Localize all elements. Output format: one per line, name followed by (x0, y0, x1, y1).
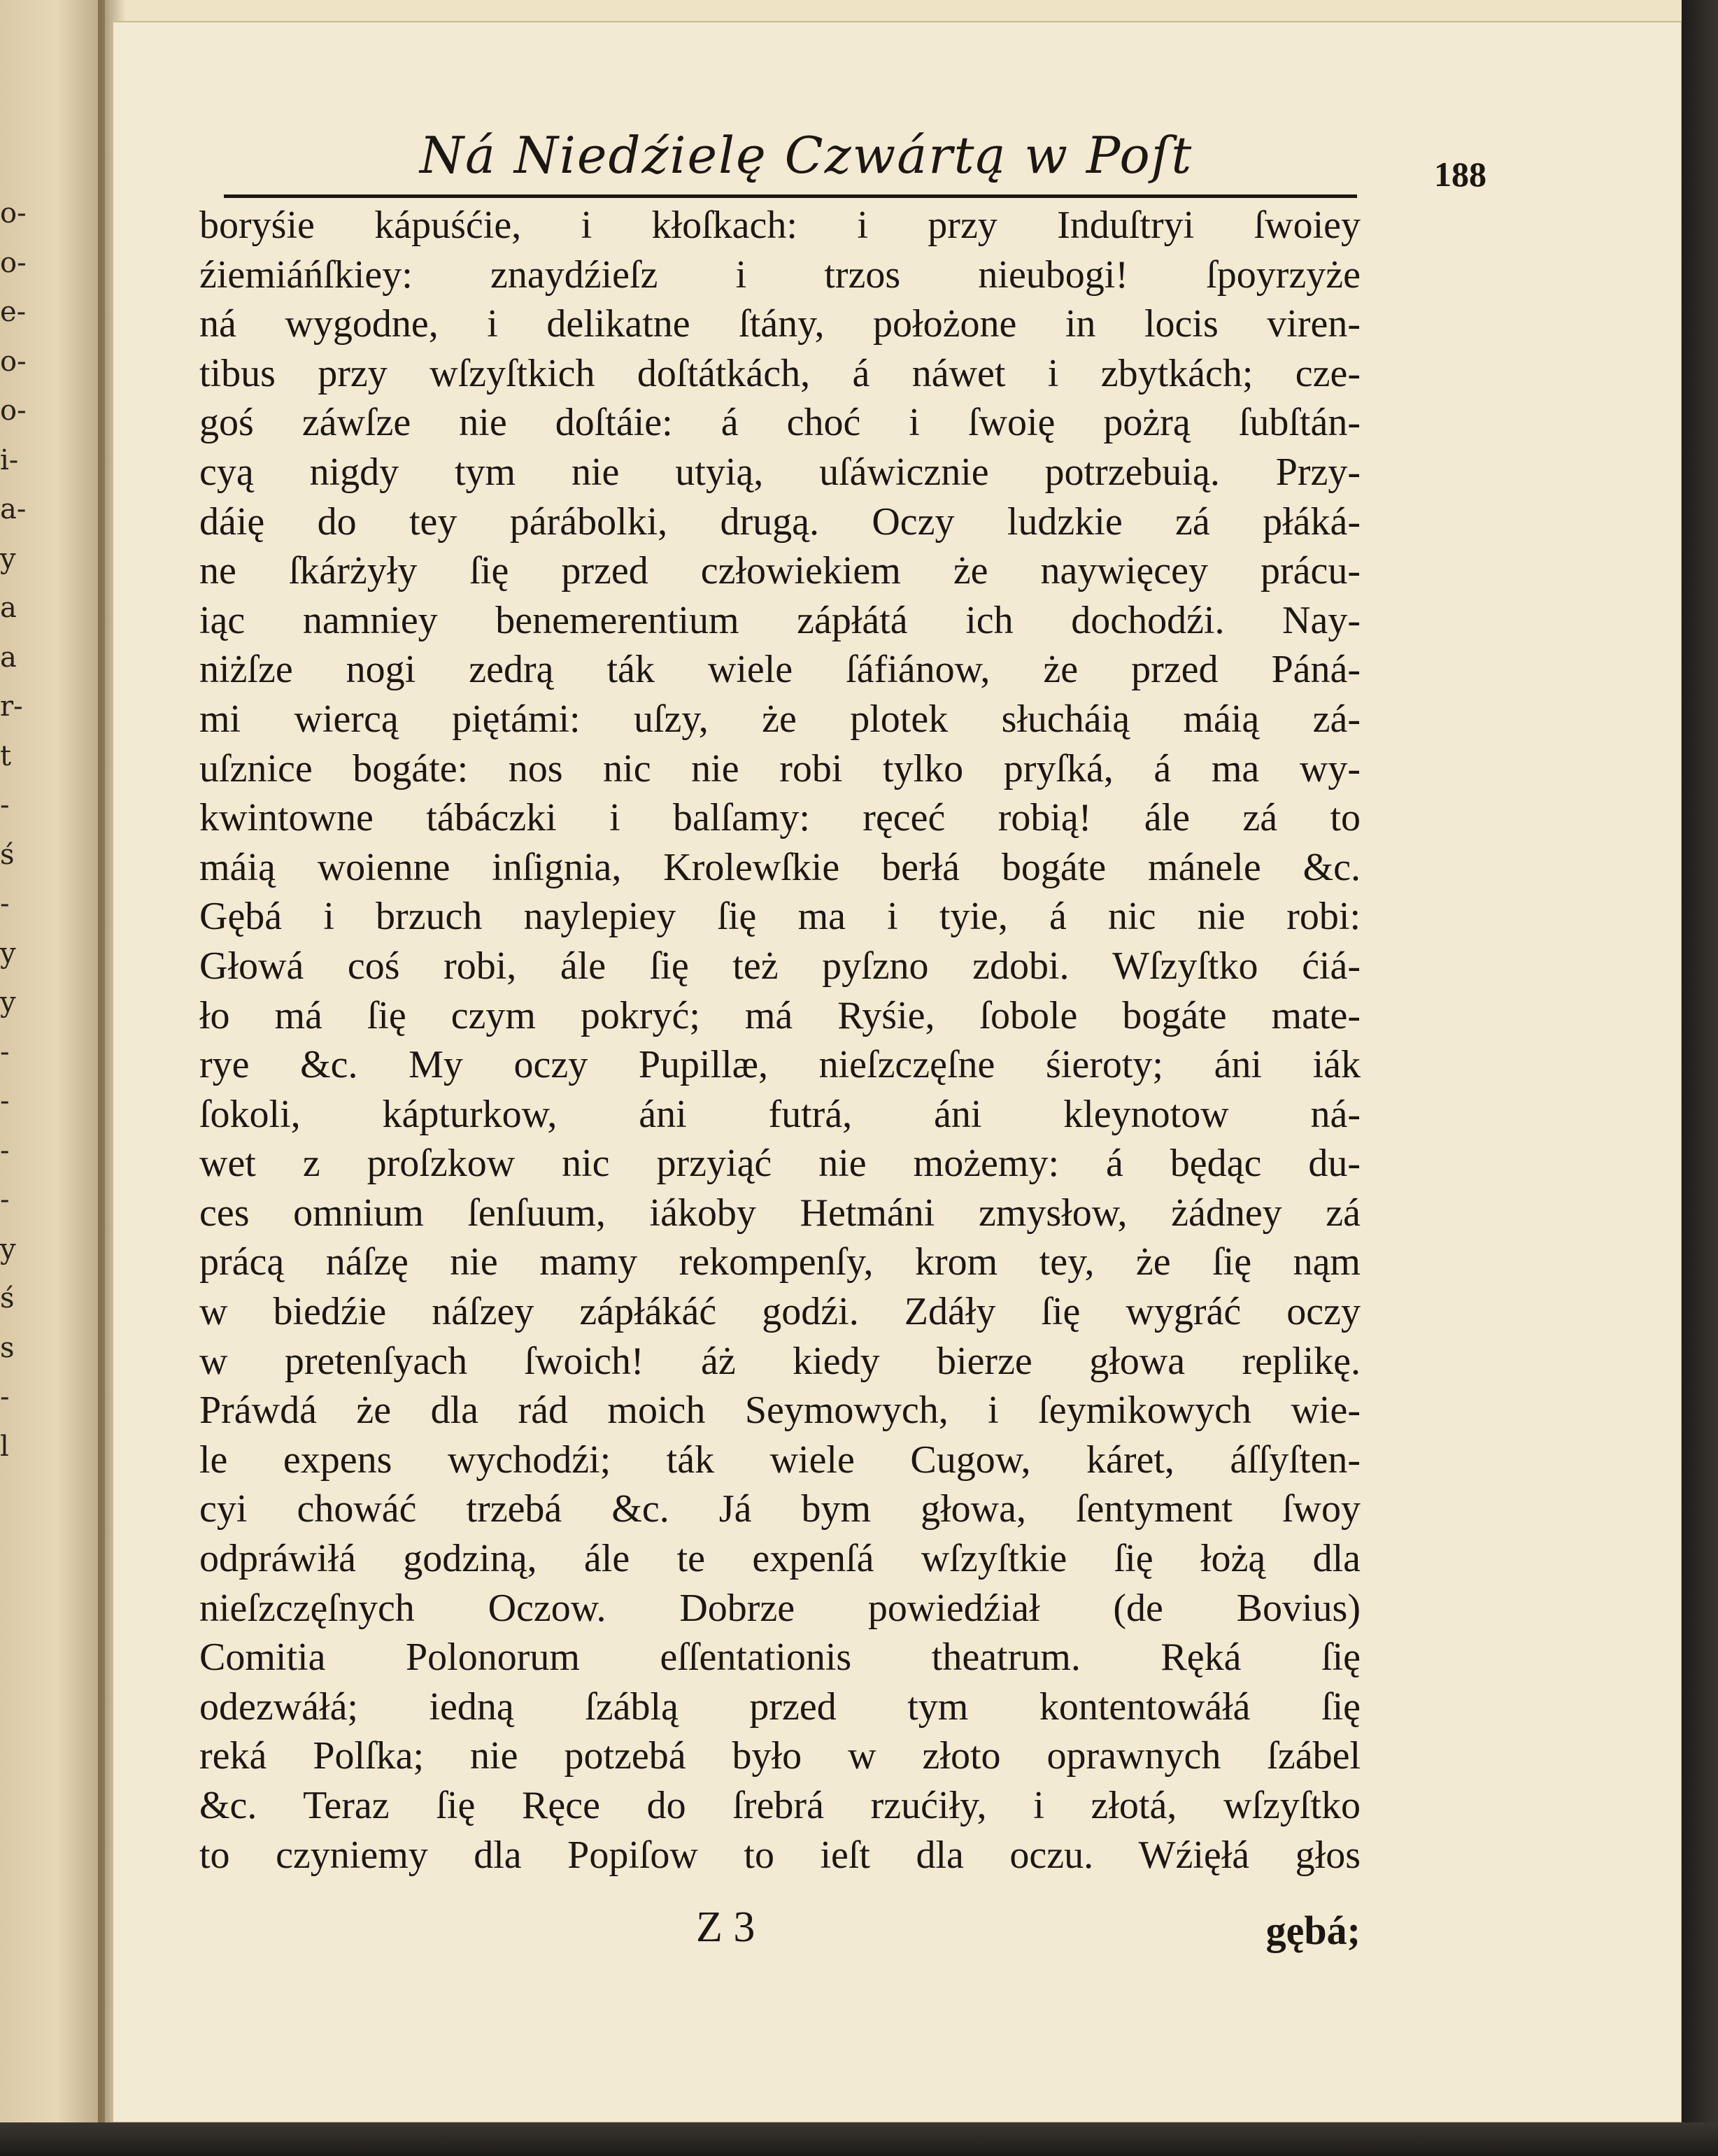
page-header (210, 126, 1539, 203)
margin-fragment: e- (0, 296, 27, 328)
text-line: nieſzczęſnych Oczow. Dobrze powiedźiał (de Bovius) (199, 1586, 1361, 1630)
catchword: gębá; (1265, 1908, 1361, 1953)
margin-fragment: - (0, 789, 10, 821)
signature-mark: Z 3 (696, 1903, 755, 1951)
text-line: Głowá coś robi, ále ſię też pyſzno zdobi. Wſzyſtko ćiá- (199, 944, 1361, 988)
text-line: w biedźie náſzey zápłákáć godźi. Zdáły ſię wygráć oczy (199, 1290, 1361, 1334)
margin-fragment: o- (0, 345, 27, 378)
margin-fragment: - (0, 1184, 10, 1216)
text-line: rye &c. My oczy Pupillæ, nieſzczęſne śieroty; áni iák (199, 1043, 1361, 1087)
margin-fragment: y (0, 986, 16, 1019)
margin-fragment: - (0, 1381, 10, 1413)
margin-fragment: r- (0, 690, 23, 723)
margin-fragment: o- (0, 197, 27, 229)
text-line: &c. Teraz ſię Ręce do ſrebrá rzućiły, i złotá, wſzyſtko (199, 1784, 1361, 1827)
text-line: prácą náſzę nie mamy rekompenſy, krom tey, że ſię nąm (199, 1240, 1361, 1284)
text-line: wet z proſzkow nic przyiąć nie możemy: á będąc du- (199, 1142, 1361, 1186)
text-line: kwintowne tábáczki i balſamy: ręceć robią! ále zá to (199, 796, 1361, 840)
previous-page-fragments (0, 189, 42, 1471)
margin-fragment: l (0, 1430, 9, 1463)
margin-fragment: o- (0, 246, 27, 279)
text-line: ne ſkárżyły ſię przed człowiekiem że naywięcey prácu- (199, 549, 1361, 593)
text-line: tibus przy wſzyſtkich doſtátkách, á náwet i zbytkách; cze- (199, 351, 1361, 395)
text-line: Comitia Polonorum eſſentationis theatrum. Ręká ſię (199, 1636, 1361, 1680)
margin-fragment: o- (0, 395, 27, 427)
page-number: 188 (1434, 155, 1486, 194)
margin-fragment: a- (0, 493, 27, 525)
text-line: w pretenſyach ſwoich! áż kiedy bierze głowa replikę. (199, 1339, 1361, 1383)
margin-fragment: ś (0, 838, 15, 871)
text-line: cyi chowáć trzebá &c. Já bym głowa, ſentyment ſwoy (199, 1487, 1361, 1531)
margin-fragment: - (0, 1134, 10, 1167)
running-title: Ná Niedźielę Czwártą w Poſt (420, 126, 1193, 185)
scan-background-right (1682, 0, 1718, 2156)
text-line: Práwdá że dla rád moich Seymowych, i ſeymikowych wie- (199, 1389, 1361, 1433)
margin-fragment: - (0, 888, 10, 920)
text-line: iąc namniey benemerentium zápłátá ich dochodźi. Nay- (199, 598, 1361, 642)
margin-fragment: y (0, 542, 16, 575)
text-line: le expens wychodźi; ták wiele Cugow, káret, áſſyſten- (199, 1438, 1361, 1482)
margin-fragment: s (0, 1331, 15, 1364)
text-line: dáię do tey párábolki, drugą. Oczy ludzkie zá płáká- (199, 499, 1361, 544)
margin-fragment: - (0, 1085, 10, 1117)
text-line: boryśie kápuśćie, i kłoſkach: i przy Induſtryi ſwoiey (199, 204, 1361, 247)
text-line: mi wiercą piętámi: uſzy, że plotek słucháią máią zá- (199, 697, 1361, 741)
text-line: uſznice bogáte: nos nic nie robi tylko pryſká, á ma wy- (199, 746, 1361, 790)
text-line: niżſze nogi zedrą ták wiele ſáfiánow, że przed Páná- (199, 648, 1361, 692)
margin-fragment: t (0, 739, 12, 772)
text-line: ło má ſię czym pokryć; má Ryśie, ſobole bogáte mate- (199, 993, 1361, 1037)
margin-fragment: ś (0, 1282, 15, 1314)
margin-fragment: y (0, 937, 16, 970)
text-line: odpráwiłá godziną, ále te expenſá wſzyſtkie ſię łożą dla (199, 1537, 1361, 1581)
text-line: źiemiáńſkiey: znaydźieſz i trzos nieubogi! ſpoyrzyże (199, 253, 1361, 297)
page-footer (199, 1903, 1361, 1966)
text-line: to czyniemy dla Popiſow to ieſt dla oczu. Wźięłá głos (199, 1833, 1361, 1877)
text-line: ná wygodne, i delikatne ſtány, położone in locis viren- (199, 302, 1361, 346)
text-line: máią woienne inſignia, Krolewſkie berłá bogáte mánele &c. (199, 845, 1361, 889)
scan-background-bottom (0, 2122, 1718, 2156)
margin-fragment: - (0, 1035, 10, 1068)
body-text (199, 201, 1361, 1880)
text-line: goś záwſze nie doſtáie: á choć i ſwoię pożrą ſubſtán- (199, 401, 1361, 445)
header-rule (224, 194, 1357, 198)
margin-fragment: y (0, 1233, 16, 1265)
text-line: cyą nigdy tym nie utyią, uſáwicznie potrzebuią. Przy- (199, 450, 1361, 494)
text-line: ces omnium ſenſuum, iákoby Hetmáni zmysłow, żádney zá (199, 1191, 1361, 1235)
margin-fragment: i- (0, 444, 19, 476)
text-line: reká Polſka; nie potzebá było w złoto oprawnych ſzábel (199, 1734, 1361, 1778)
margin-fragment: a (0, 641, 17, 674)
margin-fragment: a (0, 592, 17, 624)
text-line: ſokoli, kápturkow, áni futrá, áni kleynotow ná- (199, 1092, 1361, 1136)
text-line: Gębá i brzuch naylepiey ſię ma i tyie, á nic nie robi: (199, 895, 1361, 939)
text-line: odezwáłá; iedną ſzáblą przed tym kontentowáłá ſię (199, 1685, 1361, 1729)
